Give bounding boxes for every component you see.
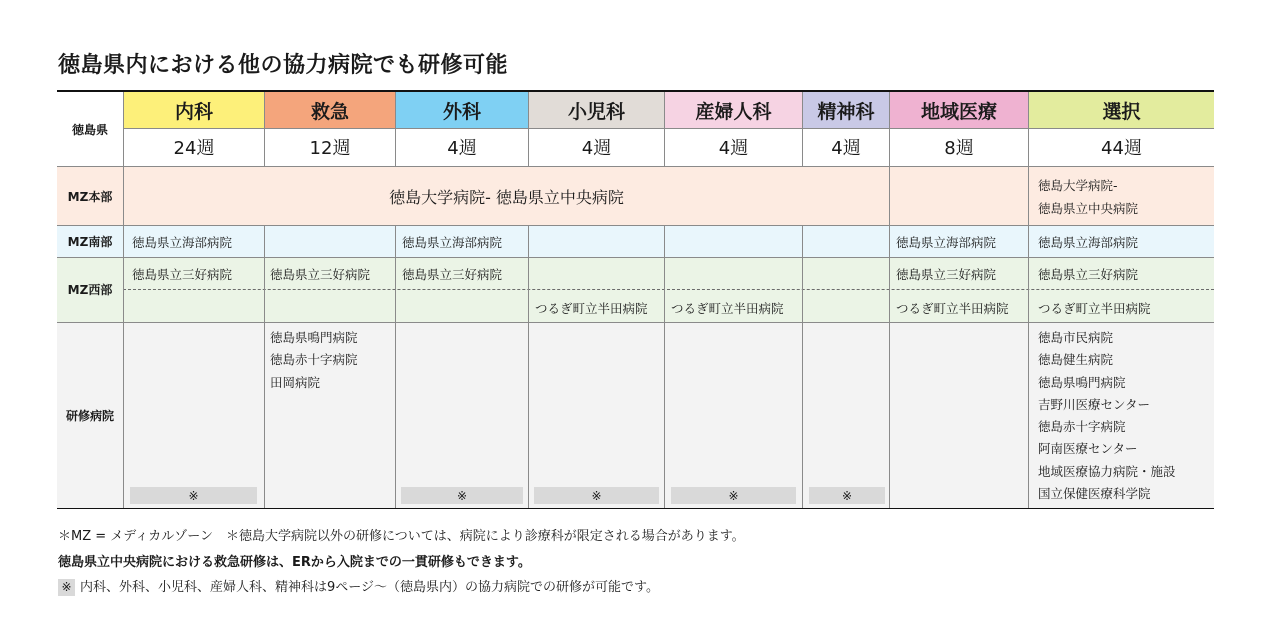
grid-line: [664, 225, 665, 508]
grid-line: [528, 225, 529, 508]
mz-honbu-sentaku-line1: 徳島大学病院-: [1038, 178, 1118, 193]
kenshu-sentaku-list: [1038, 327, 1176, 505]
mz-honbu-sentaku-line2: 徳島県立中央病院: [1038, 201, 1139, 216]
grid-line: [57, 322, 1214, 323]
list-item: 地域医療協力病院・施設: [1038, 463, 1176, 479]
dept-geka: 外科: [396, 92, 528, 128]
grid-line: [1028, 92, 1029, 508]
grid-dash-line: [123, 289, 1214, 290]
grid-line: [123, 128, 1214, 129]
weeks-sanfujin: 4週: [718, 138, 749, 159]
page-title: 徳島県内における他の協力病院でも研修可能: [58, 53, 509, 78]
table-top-border: [57, 90, 1214, 92]
weeks-chiiki: 8週: [944, 138, 974, 159]
kenshu-naika-mark: ※: [130, 487, 257, 504]
weeks-seishin: 4週: [831, 138, 861, 159]
mz-seibu-sentaku-2: つるぎ町立半田病院: [1038, 301, 1151, 316]
kenshu-kyukyu-list: [270, 327, 358, 394]
row-label-mz-seibu: MZ西部: [67, 283, 113, 297]
mz-seibu-sentaku: 徳島県立三好病院: [1038, 267, 1139, 282]
grid-line: [889, 92, 890, 508]
grid-line: [395, 225, 396, 508]
mz-seibu-naika: 徳島県立三好病院: [132, 267, 233, 282]
mz-nanbu-naika: 徳島県立海部病院: [132, 235, 233, 250]
grid-line: [264, 92, 265, 167]
grid-line: [264, 225, 265, 508]
grid-line: [395, 92, 396, 167]
list-item: 田岡病院: [270, 374, 321, 390]
grid-line: [802, 225, 803, 508]
mz-seibu-geka: 徳島県立三好病院: [402, 267, 503, 282]
mz-nanbu-geka: 徳島県立海部病院: [402, 235, 503, 250]
list-item: 徳島健生病院: [1038, 352, 1114, 368]
grid-line: [802, 92, 803, 167]
mz-seibu-chiiki: 徳島県立三好病院: [896, 267, 997, 282]
list-item: 吉野川医療センター: [1038, 396, 1151, 412]
grid-line: [528, 92, 529, 167]
weeks-shoni: 4週: [581, 138, 612, 159]
mz-seibu-shoni-2: つるぎ町立半田病院: [535, 301, 648, 316]
grid-line: [57, 257, 1214, 258]
list-item: 阿南医療センター: [1038, 441, 1138, 457]
note-line-3: [58, 576, 659, 596]
dept-sanfujin: 産婦人科: [665, 92, 802, 128]
training-hospitals-table: [57, 90, 1214, 509]
weeks-sentaku: 44週: [1101, 138, 1142, 159]
note-line-2: 徳島県立中央病院における救急研修は、ERから入院までの一貫研修もできます。: [58, 555, 531, 570]
kenshu-geka-mark: ※: [401, 487, 523, 504]
weeks-naika: 24週: [173, 138, 215, 159]
kenshu-sanfujin-mark: ※: [671, 487, 796, 504]
mz-seibu-kyukyu: 徳島県立三好病院: [270, 267, 371, 282]
list-item: 徳島市民病院: [1038, 330, 1114, 345]
kenshu-shoni-mark: ※: [534, 487, 659, 504]
weeks-kyukyu: 12週: [309, 138, 351, 159]
grid-line: [57, 225, 1214, 226]
row-label-mz-nanbu: MZ南部: [67, 234, 113, 249]
dept-chiiki: 地域医療: [890, 92, 1028, 128]
dept-kyukyu: 救急: [265, 92, 395, 128]
grid-line: [664, 92, 665, 167]
list-item: 徳島赤十字病院: [1038, 419, 1126, 435]
list-item: 国立保健医療科学院: [1038, 486, 1151, 502]
mz-nanbu-chiiki: 徳島県立海部病院: [896, 235, 997, 250]
note-line-3-text: 内科、外科、小児科、産婦人科、精神科は9ページ〜（徳島県内）の協力病院での研修が可能です。: [80, 580, 659, 595]
mz-nanbu-sentaku: 徳島県立海部病院: [1038, 235, 1139, 250]
list-item: 徳島県鳴門病院: [270, 330, 358, 345]
grid-line: [123, 92, 124, 508]
list-item: 徳島赤十字病院: [270, 352, 358, 368]
dept-seishin: 精神科: [803, 92, 889, 128]
note-line-1: ＊MZ = メディカルゾーン ＊徳島大学病院以外の研修については、病院により診療科が限定される場合があります。: [58, 529, 745, 544]
grid-line: [57, 166, 1214, 167]
mz-honbu-span-text: 徳島大学病院- 徳島県立中央病院: [389, 187, 624, 207]
kenshu-seishin-mark: ※: [809, 487, 885, 504]
note-mark: ※: [58, 579, 75, 596]
mz-seibu-sanfujin-2: つるぎ町立半田病院: [671, 301, 784, 316]
row-label-kenshu: 研修病院: [65, 408, 114, 423]
table-bottom-border: [57, 508, 1214, 509]
mz-seibu-chiiki-2: つるぎ町立半田病院: [896, 301, 1009, 316]
dept-sentaku: 選択: [1029, 92, 1214, 128]
list-item: 徳島県鳴門病院: [1038, 374, 1126, 390]
weeks-geka: 4週: [447, 138, 477, 159]
dept-naika: 内科: [124, 92, 264, 128]
row-label-mz-honbu: MZ本部: [67, 189, 113, 204]
dept-shoni: 小児科: [529, 92, 664, 128]
corner-label: 徳島県: [71, 122, 108, 137]
